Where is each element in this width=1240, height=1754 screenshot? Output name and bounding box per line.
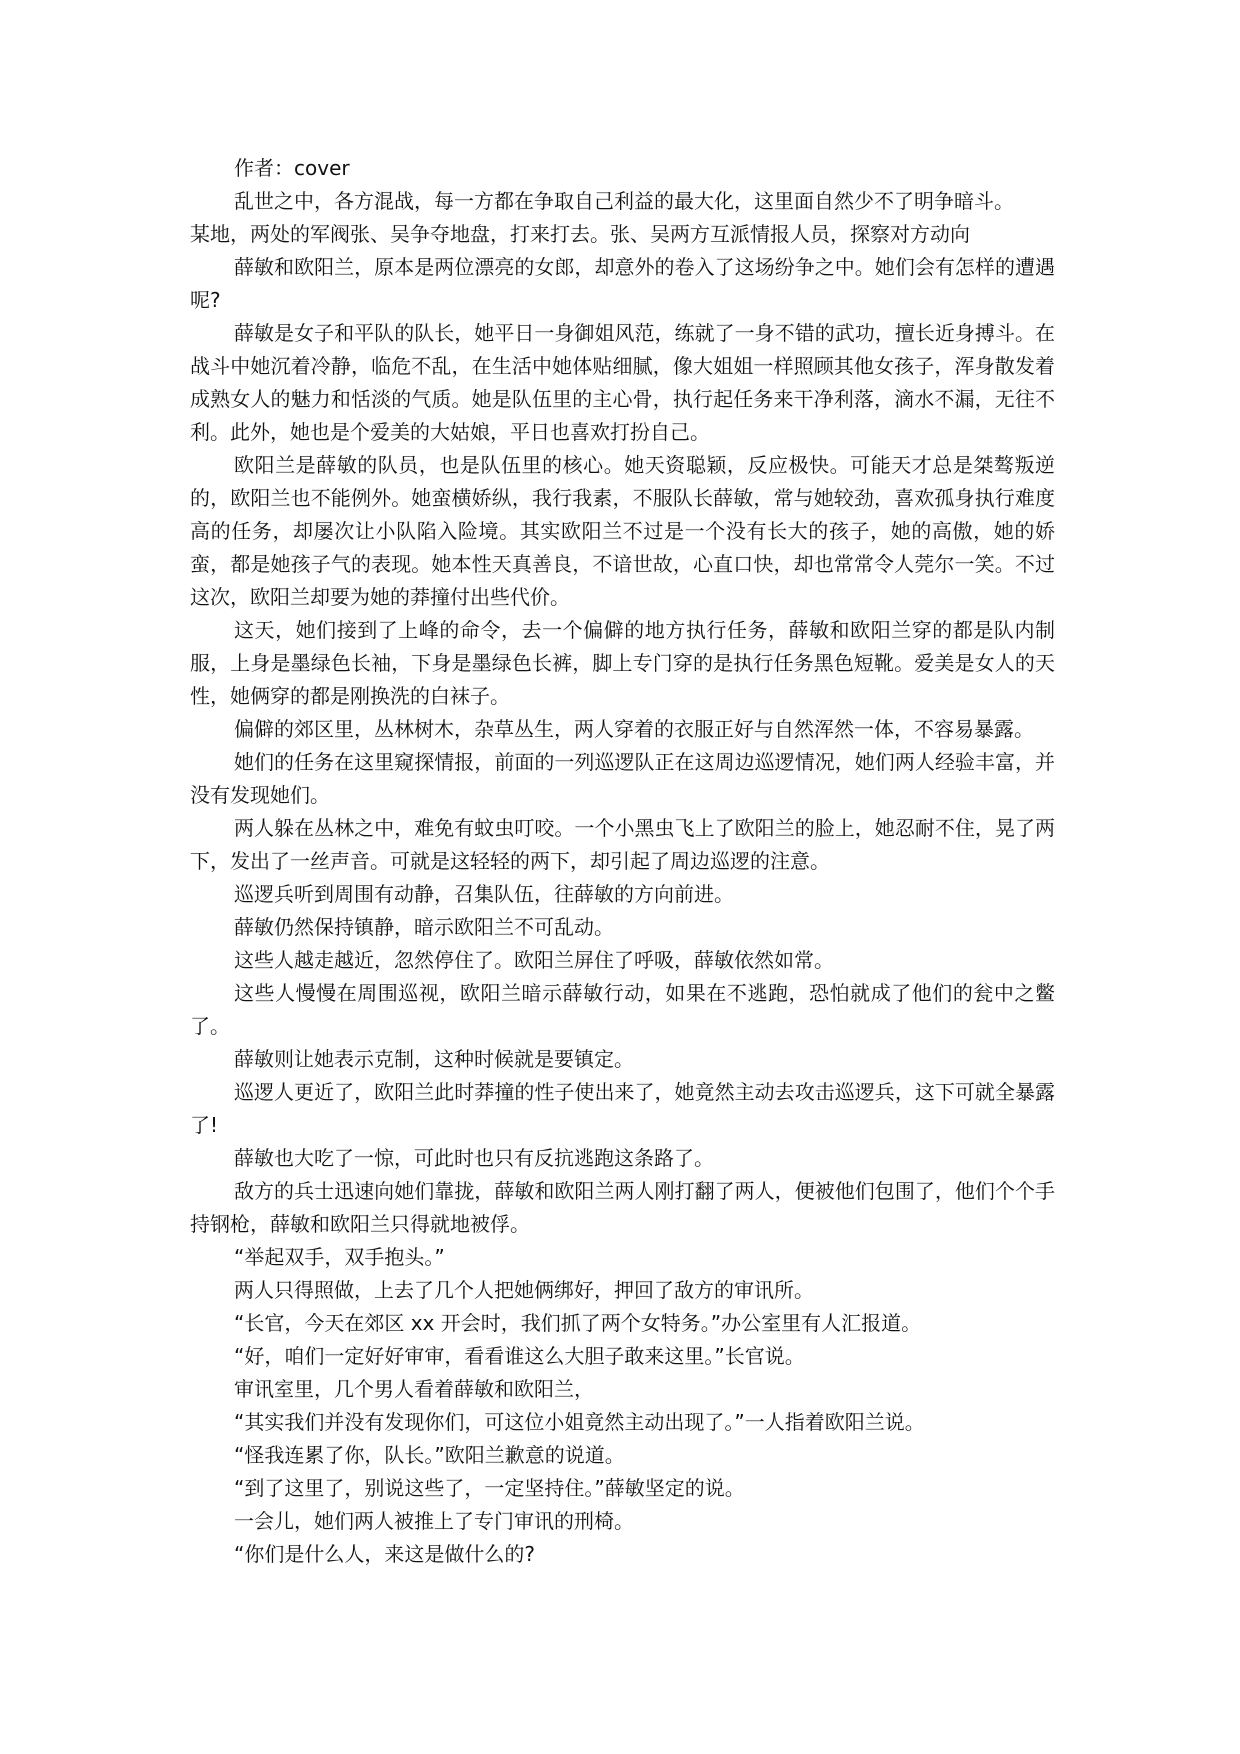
paragraph: 巡逻人更近了，欧阳兰此时莽撞的性子使出来了，她竟然主动去攻击巡逻兵，这下可就全暴露了! <box>190 1080 1055 1137</box>
paragraph: 她们的任务在这里窥探情报，前面的一列巡逻队正在这周边巡逻情况，她们两人经验丰富，并没有发现她们。 <box>190 750 1055 807</box>
paragraph: 敌方的兵士迅速向她们靠拢，薛敏和欧阳兰两人刚打翻了两人，便被他们包围了，他们个个手持钢枪，薛敏和欧阳兰只得就地被俘。 <box>190 1179 1055 1236</box>
paragraph: 巡逻兵听到周围有动静，召集队伍，往薛敏的方向前进。 <box>234 882 734 906</box>
paragraph: 薛敏是女子和平队的队长，她平日一身御姐风范，练就了一身不错的武功，擅长近身搏斗。在战斗中她沉着冷静，临危不乱，在生活中她体贴细腻，像大姐姐一样照顾其他女孩子，浑身散发着成熟女人的魅力和恬淡的气质。她是队伍里的主心骨，执行起任务来干净利落，滴水不漏，无往不利。此外，她也是个爱美的大姑娘，平日也喜欢打扮自己。 <box>190 321 1055 444</box>
paragraph: 欧阳兰是薛敏的队员，也是队伍里的核心。她天资聪颖，反应极快。可能天才总是桀骜叛逆的，欧阳兰也不能例外。她蛮横娇纵，我行我素，不服队长薛敏，常与她较劲，喜欢孤身执行难度高的任务，却屡次让小队陷入险境。其实欧阳兰不过是一个没有长大的孩子，她的高傲，她的娇蛮，都是她孩子气的表现。她本性天真善良，不谙世故，心直口快，却也常常令人莞尔一笑。不过这次，欧阳兰却要为她的莽撞付出些代价。 <box>190 453 1055 609</box>
paragraph: 某地，两处的军阀张、吴争夺地盘，打来打去。张、吴两方互派情报人员，探察对方动向 <box>190 222 970 246</box>
dialogue-line: “你们是什么人，来这是做什么的? <box>234 1542 535 1566</box>
dialogue-line: “其实我们并没有发现你们，可这位小姐竟然主动出现了。”一人指着欧阳兰说。 <box>234 1410 925 1434</box>
paragraph: 这些人慢慢在周围巡视，欧阳兰暗示薛敏行动，如果在不逃跑，恐怕就成了他们的瓮中之鳖了。 <box>190 981 1055 1038</box>
dialogue-line: “到了这里了，别说这些了，一定坚持住。”薛敏坚定的说。 <box>234 1476 745 1500</box>
paragraph: 乱世之中，各方混战，每一方都在争取自己利益的最大化，这里面自然少不了明争暗斗。 <box>234 189 1014 213</box>
paragraph: 薛敏则让她表示克制，这种时候就是要镇定。 <box>234 1047 634 1071</box>
paragraph: 审讯室里，几个男人看着薛敏和欧阳兰， <box>234 1377 594 1401</box>
paragraph: 薛敏和欧阳兰，原本是两位漂亮的女郎，却意外的卷入了这场纷争之中。她们会有怎样的遭遇呢? <box>190 255 1055 312</box>
paragraph: 这些人越走越近，忽然停住了。欧阳兰屏住了呼吸，薛敏依然如常。 <box>234 948 834 972</box>
dialogue-line: “长官，今天在郊区 xx 开会时，我们抓了两个女特务。”办公室里有人汇报道。 <box>234 1311 922 1335</box>
paragraph: 两人只得照做，上去了几个人把她俩绑好，押回了敌方的审讯所。 <box>234 1278 814 1302</box>
dialogue-line: “好，咱们一定好好审审，看看谁这么大胆子敢来这里。”长官说。 <box>234 1344 805 1368</box>
author-line: 作者：cover <box>234 156 350 180</box>
paragraph: 两人躲在丛林之中，难免有蚊虫叮咬。一个小黑虫飞上了欧阳兰的脸上，她忍耐不住，晃了两下，发出了一丝声音。可就是这轻轻的两下，却引起了周边巡逻的注意。 <box>190 816 1055 873</box>
paragraph: 偏僻的郊区里，丛林树木，杂草丛生，两人穿着的衣服正好与自然浑然一体，不容易暴露。 <box>234 717 1034 741</box>
paragraph: 薛敏也大吃了一惊，可此时也只有反抗逃跑这条路了。 <box>234 1146 714 1170</box>
dialogue-line: “怪我连累了你，队长。”欧阳兰歉意的说道。 <box>234 1443 625 1467</box>
dialogue-line: “举起双手，双手抱头。” <box>234 1245 445 1269</box>
paragraph: 薛敏仍然保持镇静，暗示欧阳兰不可乱动。 <box>234 915 614 939</box>
paragraph: 这天，她们接到了上峰的命令，去一个偏僻的地方执行任务，薛敏和欧阳兰穿的都是队内制服，上身是墨绿色长袖，下身是墨绿色长裤，脚上专门穿的是执行任务黑色短靴。爱美是女人的天性，她俩穿的都是刚换洗的白袜子。 <box>190 618 1055 708</box>
paragraph: 一会儿，她们两人被推上了专门审讯的刑椅。 <box>234 1509 634 1533</box>
document-page <box>190 152 1055 1571</box>
